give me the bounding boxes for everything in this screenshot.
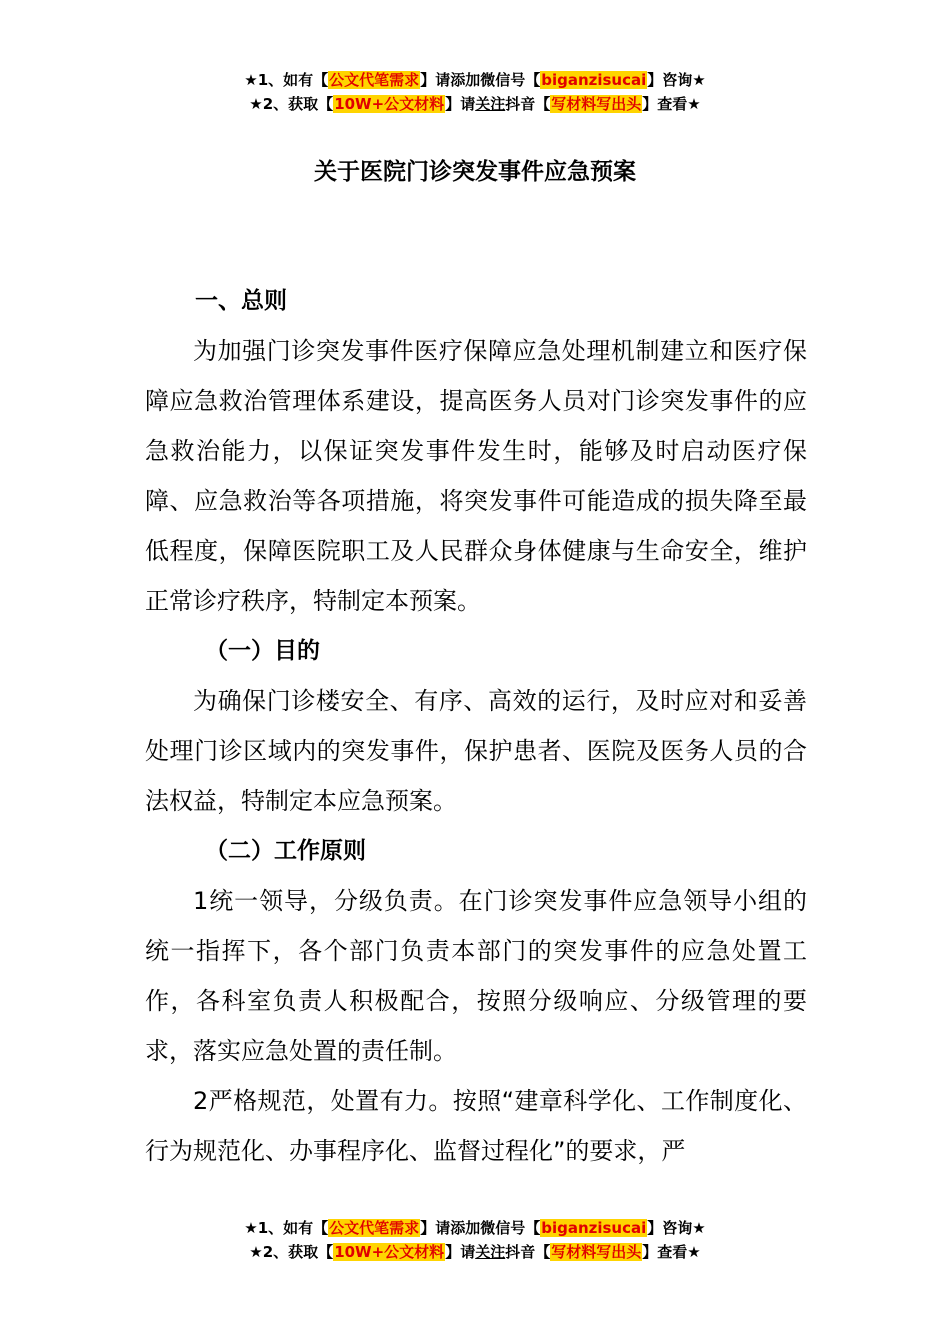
banner-line-1 [0,1216,950,1240]
banner-text: 】请添加微信号【 [420,1219,541,1237]
banner-text: 抖音【 [505,95,551,113]
document-body [145,276,807,1176]
banner-text: 抖音【 [505,1243,551,1261]
banner-text: 】咨询★ [647,71,706,89]
section-paragraph-general: 为加强门诊突发事件医疗保障应急处理机制建立和医疗保障应急救治管理体系建设，提高医务人员对门诊突发事件的应急救治能力，以保证突发事件发生时，能够及时启动医疗保障、应急救治等各项措施，将突发事件可能造成的损失降至最低程度，保障医院职工及人民群众身体健康与生命安全，维护正常诊疗秩序，特制定本预案。 [145,337,807,615]
banner-text: ★2、获取【 [249,95,334,113]
banner-highlight-materials: 10W+公文材料 [334,95,445,113]
principle-paragraph-2: 2严格规范，处置有力。按照“建章科学化、工作制度化、行为规范化、办事程序化、监督过程化”的要求，严 [145,1087,807,1165]
banner-text: ★1、如有【 [244,71,329,89]
banner-line-1 [0,68,950,92]
subsection-heading-purpose: （一）目的 [205,638,320,664]
banner-highlight-service: 公文代笔需求 [329,1219,420,1237]
subsection-paragraph-purpose: 为确保门诊楼安全、有序、高效的运行，及时应对和妥善处理门诊区域内的突发事件，保护患者、医院及医务人员的合法权益，特制定本应急预案。 [145,687,807,815]
banner-highlight-service: 公文代笔需求 [329,71,420,89]
banner-text: 】请 [445,95,476,113]
banner-line-2 [0,92,950,116]
banner-text: 】咨询★ [647,1219,706,1237]
banner-text: 】请添加微信号【 [420,71,541,89]
section-heading-general: 一、总则 [195,288,287,314]
banner-line-2 [0,1240,950,1264]
principle-paragraph-1: 1统一领导，分级负责。在门诊突发事件应急领导小组的统一指挥下，各个部门负责本部门的突发事件的应急处置工作，各科室负责人积极配合，按照分级响应、分级管理的要求，落实应急处置的责任制。 [145,887,807,1065]
header-banner [0,68,950,116]
banner-text: 】请 [445,1243,476,1261]
banner-text: 】查看★ [642,95,701,113]
banner-highlight-account: 写材料写出头 [551,1243,642,1261]
banner-text: ★2、获取【 [249,1243,334,1261]
banner-follow-text: 关注 [475,95,506,113]
banner-highlight-materials: 10W+公文材料 [334,1243,445,1261]
subsection-heading-principles: （二）工作原则 [205,838,366,864]
banner-highlight-wechat-id: biganzisucai [541,1219,647,1237]
banner-text: ★1、如有【 [244,1219,329,1237]
banner-highlight-account: 写材料写出头 [551,95,642,113]
document-title: 关于医院门诊突发事件应急预案 [314,159,636,185]
footer-banner [0,1216,950,1264]
banner-highlight-wechat-id: biganzisucai [541,71,647,89]
banner-follow-text: 关注 [475,1243,506,1261]
banner-text: 】查看★ [642,1243,701,1261]
